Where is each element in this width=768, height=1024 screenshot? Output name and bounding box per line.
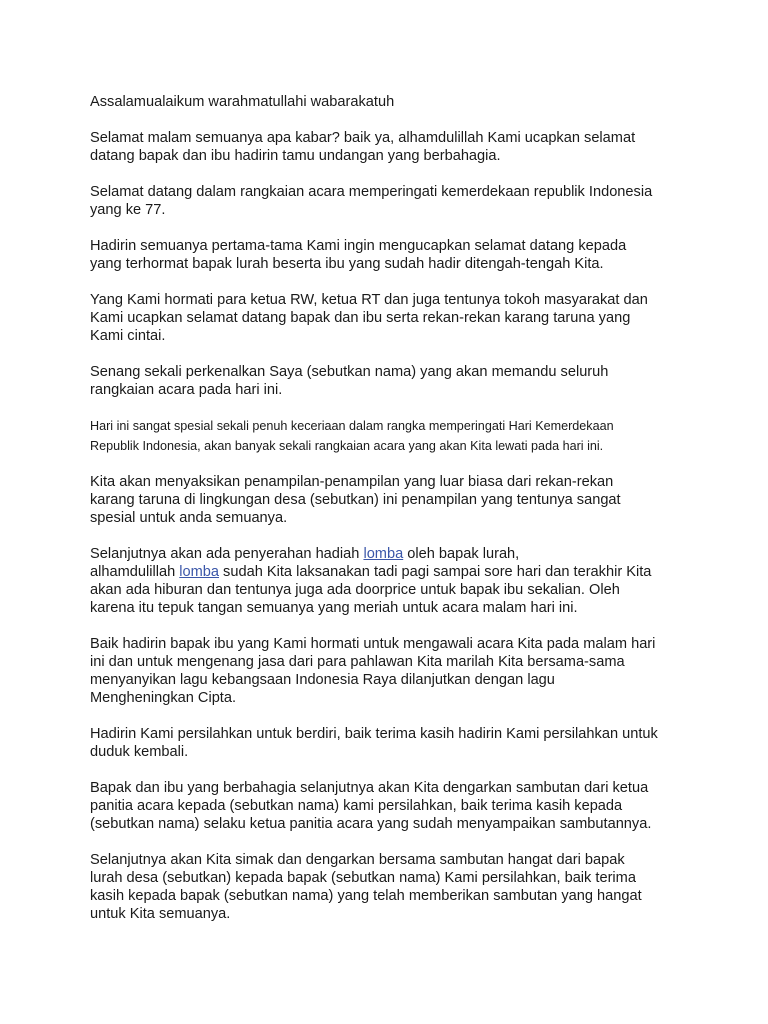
community-greeting-paragraph: Yang Kami hormati para ketua RW, ketua RT dan juga tentunya tokoh masyarakat dan Kami ucapkan selamat datang bapak dan ibu serta rekan-rekan karang taruna yang Kami cintai. bbox=[90, 292, 648, 344]
greeting-paragraph: Assalamualaikum warahmatullahi wabarakatuh bbox=[90, 94, 395, 110]
lurah-speech-paragraph: Selanjutnya akan Kita simak dan dengarkan bersama sambutan hangat dari bapak lurah desa (sebutkan) kepada bapak (sebutkan nama) Kami persilahkan, baik terima kasih kepada bapak (sebutkan nama) yang telah memberikan sambutan yang hangat untuk Kita semuanya. bbox=[90, 852, 642, 922]
lomba-link[interactable]: lomba bbox=[363, 546, 404, 562]
event-welcome-paragraph: Selamat datang dalam rangkaian acara memperingati kemerdekaan republik Indonesia yang ke 77. bbox=[90, 184, 653, 218]
special-day-paragraph: Hari ini sangat spesial sekali penuh keceriaan dalam rangka memperingati Hari Kemerdekaan Republik Indonesia, akan banyak sekali rangkaian acara yang akan Kita lewati pada hari ini. bbox=[90, 419, 614, 453]
document-body bbox=[90, 93, 690, 923]
stand-sit-paragraph: Hadirin Kami persilahkan untuk berdiri, baik terima kasih hadirin Kami persilahkan untuk duduk kembali. bbox=[90, 726, 658, 760]
anthem-paragraph: Baik hadirin bapak ibu yang Kami hormati untuk mengawali acara Kita pada malam hari ini dan untuk mengenang jasa dari para pahlawan Kita marilah Kita bersama-sama menyanyikan lagu kebangsaan Indonesia Raya dilanjutkan dengan lagu Mengheningkan Cipta. bbox=[90, 636, 656, 706]
welcome-paragraph: Selamat malam semuanya apa kabar? baik ya, alhamdulillah Kami ucapkan selamat datang bapak dan ibu hadirin tamu undangan yang berbahagia. bbox=[90, 130, 636, 164]
introduction-paragraph: Senang sekali perkenalkan Saya (sebutkan nama) yang akan memandu seluruh rangkaian acara pada hari ini. bbox=[90, 364, 609, 398]
performances-paragraph: Kita akan menyaksikan penampilan-penampilan yang luar biasa dari rekan-rekan karang taruna di lingkungan desa (sebutkan) ini penampilan yang tentunya sangat spesial untuk anda semuanya. bbox=[90, 474, 621, 526]
lomba-link[interactable]: lomba bbox=[179, 564, 219, 580]
prize-paragraph: Selanjutnya akan ada penyerahan hadiah lomba oleh bapak lurah, alhamdulillah lomba sudah Kita laksanakan tadi pagi sampai sore hari dan terakhir Kita akan ada hiburan dan tentunya juga ada doorprice untuk bapak ibu sekalian. Oleh karena itu tepuk tangan semuanya yang meriah untuk acara malam hari ini. bbox=[90, 546, 652, 616]
lurah-greeting-paragraph: Hadirin semuanya pertama-tama Kami ingin mengucapkan selamat datang kepada yang terhormat bapak lurah beserta ibu yang sudah hadir ditengah-tengah Kita. bbox=[90, 238, 627, 272]
committee-speech-paragraph: Bapak dan ibu yang berbahagia selanjutnya akan Kita dengarkan sambutan dari ketua panitia acara kepada (sebutkan nama) kami persilahkan, baik terima kasih kepada (sebutkan nama) selaku ketua panitia acara yang sudah menyampaikan sambutannya. bbox=[90, 780, 652, 832]
